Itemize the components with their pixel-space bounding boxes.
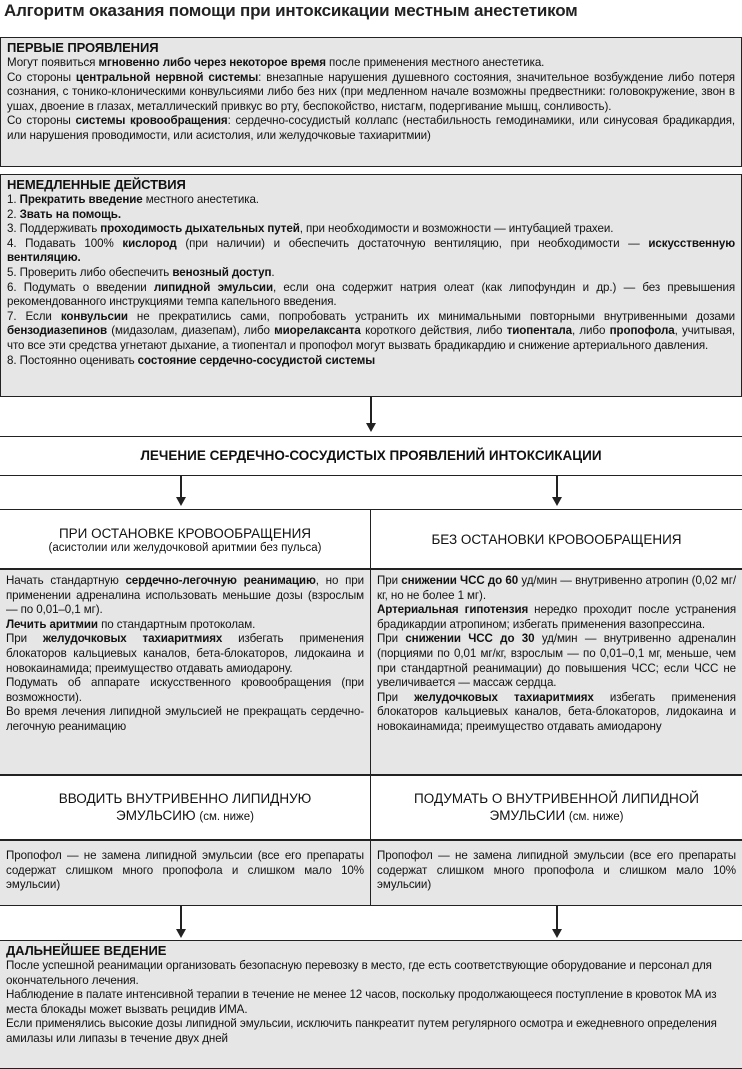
no-arrest-propofol-box — [370, 840, 742, 906]
connector-line — [180, 476, 182, 498]
no-arrest-body-box — [370, 569, 742, 775]
emphasis-text: Лечить аритмии — [6, 617, 98, 631]
emphasis-text: желудочковых тахиаритмиях — [414, 690, 594, 704]
emphasis-text: конвульсии — [60, 309, 128, 323]
text-run: , учитывая, что все эти средства угнетают дыхание, а тиопентал и пропофол могут вызвать брадикардию и снижение артериального давления. — [7, 324, 736, 352]
text-run: избегать применения блокаторов кальциевых каналов, бета-блокаторов, лидокаина и новокаинамида; преимущество отдавать амиодарону — [377, 690, 736, 733]
no-arrest-lipid-box — [370, 775, 742, 840]
text-run: 6. Подумать о введении — [7, 280, 154, 294]
connector-line — [180, 906, 182, 930]
text-run: уд/мин — внутривенно адреналин (порциями по 0,01 мг/кг, взрослым — по 0,01–0,1 мг, меньше, чем при стандартной реанимации) до повышения ЧСС; если ЧСС не увеличивается — массаж сердца. — [377, 632, 736, 690]
emphasis-text: системы кровообращения — [75, 114, 228, 128]
emphasis-text: тиопентала — [506, 324, 572, 338]
connector-line — [556, 476, 558, 498]
no-arrest-title: БЕЗ ОСТАНОВКИ КРОВООБРАЩЕНИЯ — [431, 531, 682, 547]
arrest-propofol-note: Пропофол — не замена липидной эмульсии (все его препараты содержат слишком много пропофола и слишком мало 10% эмульсии) — [6, 849, 364, 892]
text-run: , при необходимости и возможности — интубацией трахеи. — [299, 222, 614, 236]
arrow-down-icon — [176, 497, 186, 506]
text-run: При — [6, 632, 43, 646]
immediate-action-item — [7, 193, 735, 208]
arrow-down-icon — [366, 423, 376, 432]
text-run: Со стороны — [7, 114, 76, 128]
arrest-lipid-box — [0, 775, 371, 840]
emphasis-text: снижении ЧСС до 30 — [405, 632, 535, 646]
text-run: : сердечно-сосудистый коллапс (нестабильность гемодинамики, или синусовая брадикардия, или нарушения проводимости, или асистолия, или желудочковые тахиаритмии) — [7, 114, 735, 142]
connector-line — [556, 906, 558, 930]
text-run: 8. Постоянно оценивать — [7, 353, 138, 367]
no-arrest-instructions — [377, 574, 736, 735]
text-run: уд/мин — внутривенно атропин (0,02 мг/кг, но не более 1 мг). — [377, 574, 736, 602]
text-run: , но при применении адреналина использовать меньшие дозы (взрослым — по 0,01–0,1 мг). — [6, 574, 364, 617]
text-run: , если она содержит натрия олеат (как липофундин и др.) — без превышения рекомендованного инструкциями темпа капельного введения. — [7, 280, 735, 309]
emphasis-text: желудочковых тахиаритмиях — [42, 632, 223, 646]
arrest-lipid-title-text: ВВОДИТЬ ВНУТРИВЕННО ЛИПИДНУЮ ЭМУЛЬСИЮ — [58, 790, 312, 823]
arrow-down-icon — [552, 497, 562, 506]
immediate-action-item — [7, 208, 735, 223]
further-management-box — [0, 940, 742, 1069]
text-run: При — [377, 690, 415, 704]
no-arrest-header-box — [370, 509, 742, 569]
no-arrest-propofol-note: Пропофол — не замена липидной эмульсии (все его препараты содержат слишком много пропофола и слишком мало 10% эмульсии) — [377, 849, 736, 892]
no-arrest-paragraph — [377, 691, 736, 735]
arrest-title: ПРИ ОСТАНОВКЕ КРОВООБРАЩЕНИЯ — [58, 525, 312, 541]
further-paragraph: После успешной реанимации организовать безопасную перевозку в место, где есть соответствующие оборудование и персонал для окончательного лечения. — [6, 959, 712, 987]
arrest-lipid-note: (см. ниже) — [199, 810, 254, 823]
text-run: избегать применения блокаторов кальциевых каналов, бета-блокаторов, лидокаина и новокаинамида; преимущество отдавать амиодарону. — [6, 632, 364, 675]
emphasis-text: мгновенно либо через некоторое время — [98, 56, 326, 69]
emphasis-text: липидной эмульсии — [153, 280, 273, 294]
emphasis-text: искусственную вентиляцию. — [7, 236, 735, 265]
no-arrest-lipid-title-text: ПОДУМАТЬ О ВНУТРИВЕННОЙ ЛИПИДНОЙ ЭМУЛЬСИИ — [414, 790, 699, 823]
cv-treatment-box — [0, 436, 742, 476]
text-run: . — [271, 265, 275, 279]
arrow-down-icon — [552, 929, 562, 938]
arrest-header-box — [0, 509, 371, 569]
emphasis-text: проходимость дыхательных путей — [100, 222, 300, 236]
emphasis-text: состояние сердечно-сосудистой системы — [137, 353, 376, 367]
text-run: При — [377, 574, 402, 587]
immediate-action-item — [7, 222, 735, 237]
arrest-instructions — [6, 574, 364, 735]
immediate-actions-heading: НЕМЕДЛЕННЫЕ ДЕЙСТВИЯ — [7, 177, 186, 192]
text-run: (мидазолам, диазепам), либо — [107, 324, 275, 338]
text-run: Со стороны — [7, 70, 76, 84]
immediate-action-item — [7, 310, 735, 354]
immediate-action-item — [7, 281, 735, 310]
first-signs-cardio — [7, 114, 735, 143]
text-run: При — [377, 632, 406, 646]
emphasis-text: венозный доступ — [172, 265, 272, 279]
arrest-propofol-box — [0, 840, 371, 906]
emphasis-text: снижении ЧСС до 60 — [401, 574, 519, 587]
text-run: 2. — [7, 207, 20, 221]
first-signs-box — [0, 37, 742, 167]
first-signs-cns — [7, 71, 735, 115]
text-run: 3. Поддерживать — [7, 222, 101, 236]
arrest-subtitle: (асистолии или желудочковой аритмии без пульса) — [48, 541, 322, 554]
arrest-lipid-title — [20, 790, 350, 826]
emphasis-text: Звать на помощь. — [19, 207, 121, 221]
text-run: нередко проходит после устранения брадикардии атропином; избегать применения вазопрессина. — [377, 603, 737, 631]
immediate-action-item — [7, 237, 735, 266]
text-run: 5. Проверить либо обеспечить — [7, 265, 173, 279]
page-title: Алгоритм оказания помощи при интоксикации местным анестетиком — [4, 1, 578, 20]
emphasis-text: миорелаксанта — [274, 324, 361, 338]
text-run: местного анестетика. — [142, 193, 259, 206]
arrest-paragraph — [6, 676, 364, 705]
emphasis-text: Прекратить введение — [19, 193, 143, 206]
immediate-actions-box — [0, 174, 742, 397]
text-run: , либо — [571, 324, 610, 338]
arrest-paragraph — [6, 705, 364, 734]
emphasis-text: сердечно-легочную реанимацию — [125, 574, 316, 587]
no-arrest-paragraph — [377, 574, 736, 603]
further-paragraph: Наблюдение в палате интенсивной терапии в течение не менее 12 часов, поскольку продолжающееся поступление в кровоток МА из места блокады может вызвать рецидив ИМА. — [6, 988, 717, 1016]
emphasis-text: кислород — [122, 236, 177, 250]
further-paragraph: Если применялись высокие дозы липидной эмульсии, исключить панкреатит путем регулярного осмотра и ежедневного определения амилазы или липазы в течение двух дней — [6, 1017, 717, 1045]
arrest-paragraph — [6, 574, 364, 618]
text-run: короткого действия, либо — [360, 324, 507, 338]
text-run: 7. Если — [7, 309, 61, 323]
text-run: Могут появиться — [7, 56, 99, 69]
text-run: 4. Подавать 100% — [7, 236, 123, 250]
text-run: Начать стандартную — [6, 574, 126, 587]
connector-line — [370, 397, 372, 424]
text-run: Подумать об аппарате искусственного кровообращения (при возможности). — [6, 676, 364, 704]
first-signs-heading: ПЕРВЫЕ ПРОЯВЛЕНИЯ — [7, 40, 159, 55]
text-run: : внезапные нарушения душевного состояния, значительное возбуждение либо потеря сознания, с тонико-клоническими конвульсиями либо без них (при медленном начале возможны предвестники: головокружение, звон в ушах, двоение в глазах, металлический привкус во рту, беспокойство, нистагм, подергивание мышц, сонливость). — [7, 70, 735, 113]
first-signs-onset — [7, 56, 735, 71]
text-run: (при наличии) и обеспечить достаточную вентиляцию, при необходимости — — [176, 236, 649, 250]
text-run: Во время лечения липидной эмульсией не прекращать сердечно-легочную реанимацию — [6, 705, 364, 733]
emphasis-text: Артериальная гипотензия — [377, 603, 529, 617]
arrow-down-icon — [176, 929, 186, 938]
text-run: 1. — [7, 193, 20, 206]
emphasis-text: бензодиазепинов — [7, 324, 107, 338]
cv-treatment-label: ЛЕЧЕНИЕ СЕРДЕЧНО-СОСУДИСТЫХ ПРОЯВЛЕНИЙ ИНТОКСИКАЦИИ — [140, 448, 602, 463]
text-run: по стандартным протоколам. — [97, 617, 256, 631]
immediate-action-item — [7, 266, 735, 281]
emphasis-text: пропофола — [609, 324, 675, 338]
further-heading: ДАЛЬНЕЙШЕЕ ВЕДЕНИЕ — [6, 943, 167, 958]
arrest-body-box — [0, 569, 371, 775]
immediate-action-item — [7, 354, 735, 369]
emphasis-text: центральной нервной системы — [75, 70, 259, 84]
arrest-paragraph — [6, 632, 364, 676]
no-arrest-lipid-title — [391, 790, 722, 826]
text-run: не прекратились сами, попробовать устранить их минимальными повторными внутривенными дозами — [127, 309, 735, 323]
immediate-actions-list — [7, 193, 735, 368]
no-arrest-paragraph — [377, 603, 736, 632]
no-arrest-paragraph — [377, 632, 736, 690]
text-run: после применения местного анестетика. — [325, 56, 545, 69]
arrest-paragraph — [6, 618, 364, 633]
no-arrest-lipid-note: (см. ниже) — [568, 810, 624, 823]
